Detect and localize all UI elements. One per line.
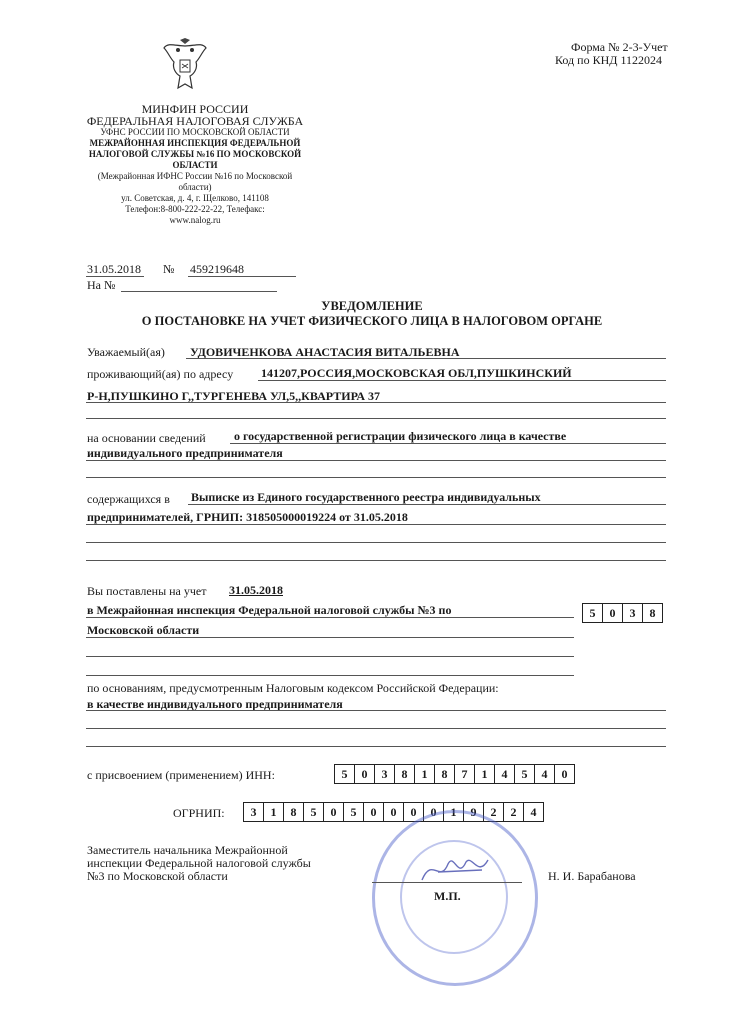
inspection-line-1: в Межрайонная инспекция Федеральной налоговой службы №3 по bbox=[87, 603, 452, 617]
address-label: проживающий(ая) по адресу bbox=[87, 367, 234, 381]
ogrnip-digit: 4 bbox=[530, 805, 537, 819]
grounds-value: в качестве индивидуального предпринимателя bbox=[87, 697, 343, 711]
person-name: УДОВИЧЕНКОВА АНАСТАСИЯ ВИТАЛЬЕВНА bbox=[190, 345, 460, 359]
code-digit: 8 bbox=[649, 606, 656, 620]
doc-number: 459219648 bbox=[190, 262, 244, 276]
inn-digit: 4 bbox=[535, 765, 555, 783]
signer-position-3: №3 по Московской области bbox=[87, 869, 228, 883]
inn-label: с присвоением (применением) ИНН: bbox=[87, 768, 275, 782]
authority-line: ул. Советская, д. 4, г. Щелково, 141108 bbox=[121, 193, 269, 203]
coat-of-arms-icon bbox=[162, 38, 208, 92]
signature-scribble-icon bbox=[418, 850, 498, 890]
ogrnip-digit: 2 bbox=[484, 803, 504, 821]
ogrnip-digit: 1 bbox=[444, 803, 464, 821]
inn-digit: 3 bbox=[375, 765, 395, 783]
registered-label: Вы поставлены на учет bbox=[87, 584, 207, 598]
inn-digit: 1 bbox=[475, 765, 495, 783]
ogrnip-boxes bbox=[243, 802, 544, 822]
basis-label: на основании сведений bbox=[87, 431, 206, 445]
inn-digit: 7 bbox=[455, 765, 475, 783]
ogrnip-digit: 0 bbox=[384, 803, 404, 821]
inn-digit: 8 bbox=[435, 765, 455, 783]
inn-digit: 5 bbox=[335, 765, 355, 783]
basis-line-1: о государственной регистрации физического лица в качестве bbox=[234, 429, 567, 443]
dear-label: Уважаемый(ая) bbox=[87, 345, 165, 359]
ogrnip-digit: 0 bbox=[324, 803, 344, 821]
authority-line: МИНФИН РОССИИ bbox=[141, 102, 249, 116]
authority-line: НАЛОГОВОЙ СЛУЖБЫ №16 ПО МОСКОВСКОЙ bbox=[88, 149, 302, 159]
signer-position-1: Заместитель начальника Межрайонной bbox=[87, 843, 288, 857]
grounds-label: по основаниям, предусмотренным Налоговым кодексом Российской Федерации: bbox=[87, 681, 499, 695]
inn-digit: 0 bbox=[355, 765, 375, 783]
authority-line: УФНС РОССИИ ПО МОСКОВСКОЙ ОБЛАСТИ bbox=[100, 127, 290, 137]
basis-line-2: индивидуального предпринимателя bbox=[87, 446, 283, 460]
ogrnip-digit: 0 bbox=[424, 803, 444, 821]
contained-line-2: предпринимателей, ГРНИП: 318505000019224 от 31.05.2018 bbox=[87, 510, 408, 524]
registered-date: 31.05.2018 bbox=[229, 583, 283, 597]
ogrnip-digit: 0 bbox=[404, 803, 424, 821]
inn-digit: 1 bbox=[415, 765, 435, 783]
doc-subtitle: О ПОСТАНОВКЕ НА УЧЕТ ФИЗИЧЕСКОГО ЛИЦА В НАЛОГОВОМ ОРГАНЕ bbox=[141, 314, 603, 328]
inspection-line-2: Московской области bbox=[87, 623, 200, 637]
stamp-mp: М.П. bbox=[434, 889, 461, 903]
authority-line: ФЕДЕРАЛЬНАЯ НАЛОГОВАЯ СЛУЖБА bbox=[86, 114, 304, 128]
inn-digit: 4 bbox=[495, 765, 515, 783]
na-label: На № bbox=[87, 278, 116, 292]
authority-line: ОБЛАСТИ bbox=[172, 160, 218, 170]
ogrnip-digit: 9 bbox=[464, 803, 484, 821]
inn-digit: 5 bbox=[515, 765, 535, 783]
ogrnip-digit: 3 bbox=[244, 803, 264, 821]
ogrnip-digit: 5 bbox=[304, 803, 324, 821]
contained-label: содержащихся в bbox=[87, 492, 170, 506]
inn-digit: 8 bbox=[395, 765, 415, 783]
ogrnip-digit: 8 bbox=[284, 803, 304, 821]
ogrnip-label: ОГРНИП: bbox=[173, 806, 225, 820]
doc-no-label: № bbox=[163, 262, 175, 276]
signer-position-2: инспекции Федеральной налоговой службы bbox=[87, 856, 311, 870]
knd-code: Код по КНД 1122024 bbox=[555, 53, 662, 67]
authority-header bbox=[60, 103, 330, 226]
inn-boxes bbox=[334, 764, 575, 784]
inspection-code-boxes bbox=[582, 603, 663, 623]
code-digit: 3 bbox=[623, 604, 643, 622]
authority-line: области) bbox=[178, 182, 212, 192]
authority-line: Телефон:8-800-222-22-22, Телефакс: bbox=[125, 204, 265, 214]
authority-line: (Межрайонная ИФНС России №16 по Московской bbox=[97, 171, 293, 181]
ogrnip-digit: 1 bbox=[264, 803, 284, 821]
ogrnip-digit: 0 bbox=[364, 803, 384, 821]
inn-digit: 0 bbox=[561, 767, 568, 781]
signer-name: Н. И. Барабанова bbox=[548, 869, 636, 883]
address-line-2: Р-Н,ПУШКИНО Г,,ТУРГЕНЕВА УЛ,5,,КВАРТИРА 37 bbox=[87, 389, 381, 403]
code-digit: 0 bbox=[603, 604, 623, 622]
authority-line: www.nalog.ru bbox=[169, 215, 221, 225]
ogrnip-digit: 2 bbox=[504, 803, 524, 821]
form-number: Форма № 2-3-Учет bbox=[571, 40, 668, 54]
code-digit: 5 bbox=[583, 604, 603, 622]
doc-title: УВЕДОМЛЕНИЕ bbox=[321, 299, 423, 313]
doc-date: 31.05.2018 bbox=[87, 262, 141, 276]
ogrnip-digit: 5 bbox=[344, 803, 364, 821]
authority-line: МЕЖРАЙОННАЯ ИНСПЕКЦИЯ ФЕДЕРАЛЬНОЙ bbox=[89, 138, 301, 148]
address-line-1: 141207,РОССИЯ,МОСКОВСКАЯ ОБЛ,ПУШКИНСКИЙ bbox=[261, 366, 572, 380]
contained-line-1: Выписке из Единого государственного реестра индивидуальных bbox=[191, 490, 541, 504]
